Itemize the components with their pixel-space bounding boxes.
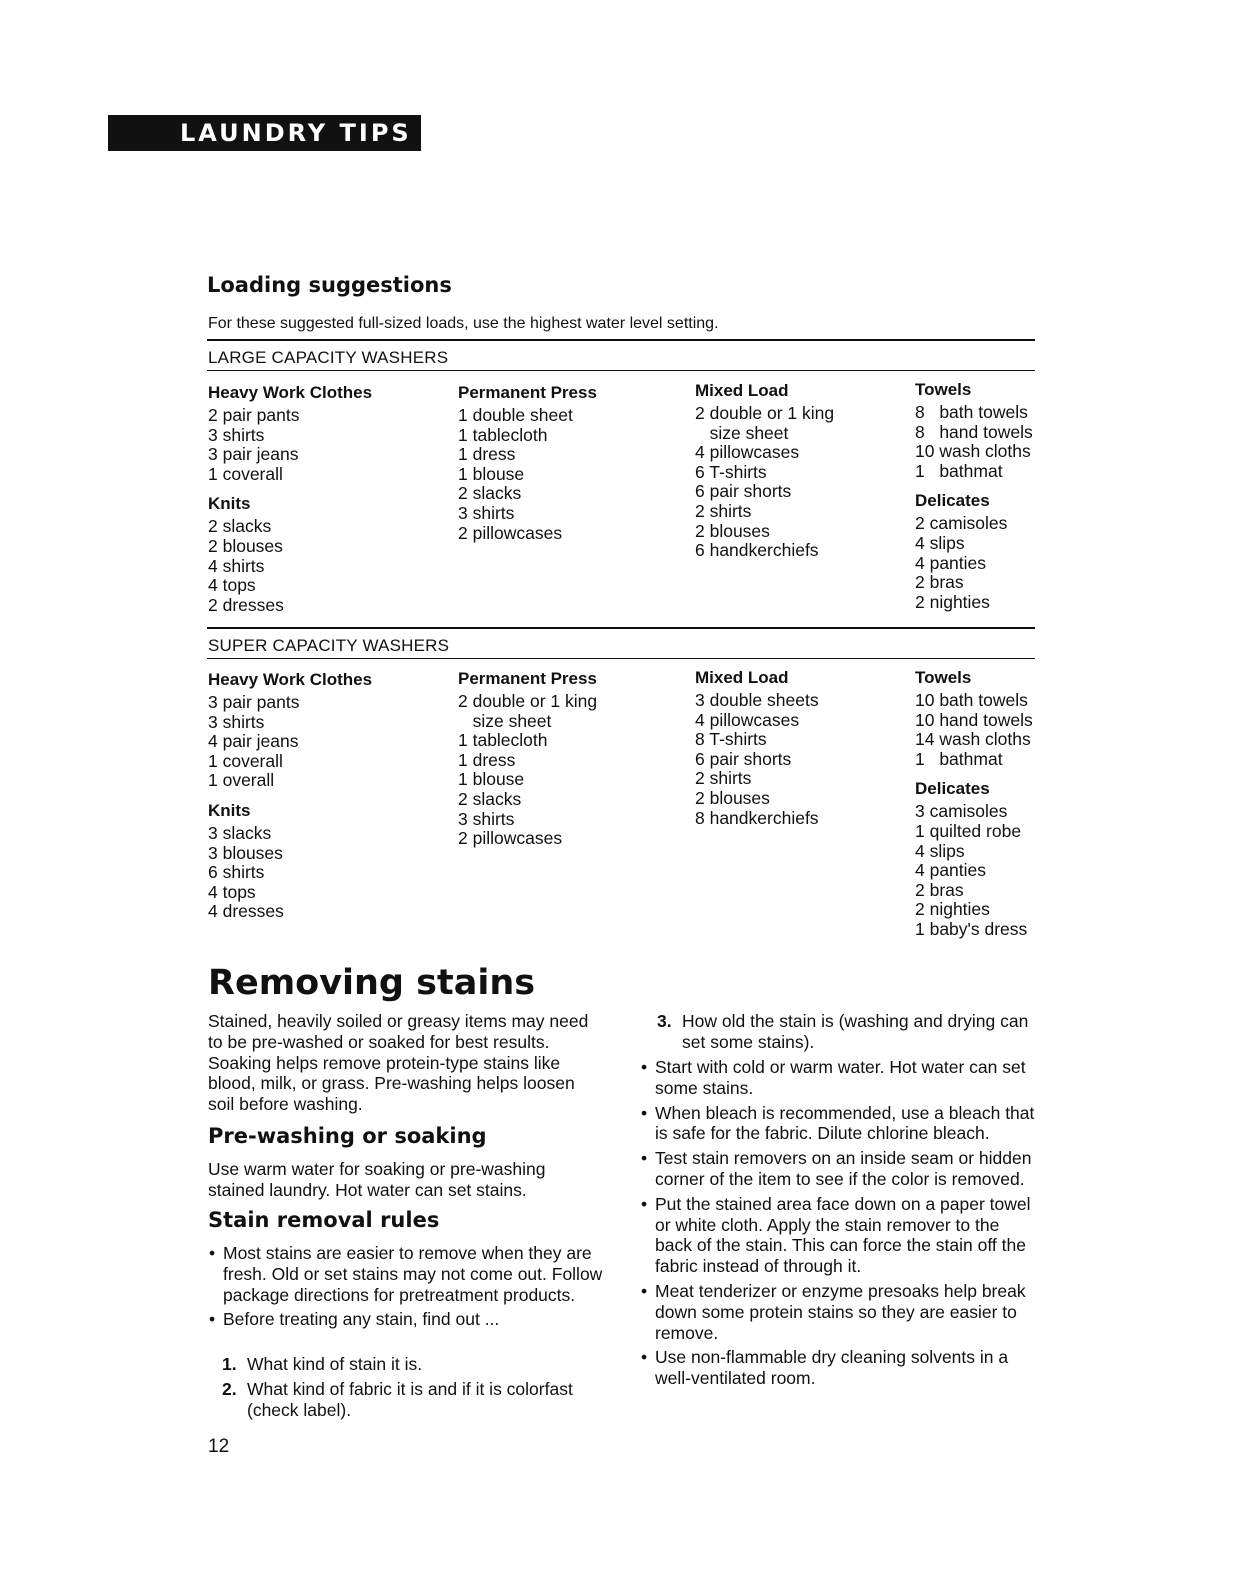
list-item: 1 blouse [458,463,525,484]
list-item: 4 panties [915,860,987,881]
list-item: 2 camisoles [915,513,1008,534]
list-item: 1 coverall [208,750,283,771]
list-item: 3 blouses [208,842,283,863]
list-item: 2 slacks [208,516,272,537]
list-item: 3 shirts [208,424,265,445]
list-item: 2 dresses [208,594,284,615]
item-list [458,692,597,849]
list-item: 1 blouse [458,769,525,790]
list-item: 6 shirts [208,862,265,883]
numbered-item: 2. What kind of fabric it is and if it is colorfast (check label). [222,1378,573,1420]
right-bullets [641,1057,1036,1393]
list-item: 2 blouses [695,520,770,541]
bullet-item: • Test stain removers on an inside seam or hidden corner of the item to see if the color is removed. [641,1148,1032,1189]
item-list [695,404,834,561]
large-col-2 [458,383,597,553]
divider [207,658,1035,659]
item-list [915,514,1033,612]
list-item: 2 blouses [208,535,283,556]
list-item: 2 shirts [695,768,752,789]
divider [207,627,1035,629]
super-capacity-label: SUPER CAPACITY WASHERS [208,636,450,655]
list-item: 2 pair pants [208,405,300,425]
bullet-item: • When bleach is recommended, use a bleach that is safe for the fabric. Dilute chlorine bleach. [641,1102,1035,1144]
list-item: 10 bath towels [915,690,1028,710]
list-item: 4 pillowcases [695,709,800,730]
list-item: 2 double or 1 king [458,691,598,711]
bullet-glyph: • [209,1243,216,1263]
page-number: 12 [208,1436,230,1457]
list-item: 4 panties [915,552,987,573]
large-col-3 [695,381,834,571]
large-col-1 [208,383,372,625]
loading-title: Loading suggestions [207,273,452,297]
col-heading: Towels [915,668,972,687]
list-item: 3 pair jeans [208,444,299,465]
list-item: 2 pillowcases [458,522,563,543]
numbered-item: 1. What kind of stain it is. [222,1354,423,1374]
col-heading: Heavy Work Clothes [208,383,373,402]
col-heading: Heavy Work Clothes [208,670,373,689]
list-item: 1 tablecloth [458,730,548,751]
list-item: 1 dress [458,444,516,465]
item-list [915,691,1033,769]
list-item: 3 shirts [458,808,515,829]
list-item: size sheet [695,422,789,443]
list-item: 10 wash cloths [915,441,1031,462]
list-item: 2 bras [915,572,964,593]
super-col-4 [915,668,1033,950]
list-item: 4 pillowcases [695,442,800,463]
list-item: 1 bathmat [915,460,1003,481]
bullet-item: • Use non-flammable dry cleaning solvents in a well-ventilated room. [641,1347,1009,1389]
list-item: 8 T-shirts [695,729,767,750]
stains-intro: Stained, heavily soiled or greasy items may need to be pre-washed or soaked for best results. Soaking helps remove protein-type stains like blood, milk, or grass. Pre-washing helps loosen soil before washing. [208,1011,589,1115]
list-item: 2 pillowcases [458,828,563,849]
loading-intro: For these suggested full-sized loads, use the highest water level setting. [208,315,719,332]
item-list [915,403,1033,481]
large-col-4 [915,380,1033,622]
list-item: 1 baby's dress [915,918,1028,939]
large-capacity-label: LARGE CAPACITY WASHERS [208,348,449,367]
list-item: 2 blouses [695,787,770,808]
col-heading: Knits [208,800,251,820]
item-list [208,517,372,615]
list-item: 4 slips [915,532,965,553]
list-item: 1 quilted robe [915,820,1022,841]
list-item: 2 slacks [458,788,522,809]
list-item: 3 shirts [208,711,265,732]
bullet-item: • Most stains are easier to remove when they are fresh. Old or set stains may not come out. Follow package directions for pretreatment products. [209,1243,603,1305]
list-item: 6 pair shorts [695,481,792,502]
stains-title: Removing stains [208,963,536,1003]
divider [207,370,1035,371]
item-list [208,693,372,791]
list-item: 2 nighties [915,899,990,920]
list-item: 2 slacks [458,483,522,504]
super-col-1 [208,670,372,932]
list-item: 6 T-shirts [695,461,767,482]
col-heading: Mixed Load [695,668,789,687]
numbered-list [222,1354,612,1424]
bullet-item: • Meat tenderizer or enzyme presoaks help break down some protein stains so they are easier to remove. [641,1280,1026,1343]
list-item: 1 coverall [208,463,283,484]
col-heading: Delicates [915,779,990,799]
col-heading: Knits [208,494,251,514]
list-item: 3 shirts [458,502,515,523]
col-heading: Delicates [915,491,990,511]
list-item: 8 bath towels [915,402,1028,422]
bullet-item: • Put the stained area face down on a paper towel or white cloth. Apply the stain remover to the back of the stain. This can force the stain off the fabric instead of through it. [641,1193,1031,1277]
bullet-glyph: • [209,1309,216,1330]
bullet-item: • Start with cold or warm water. Hot water can set some stains. [641,1057,1026,1098]
list-item: size sheet [458,710,552,731]
col-heading: Mixed Load [695,381,789,400]
list-item: 4 pair jeans [208,731,299,752]
list-item: 10 hand towels [915,709,1033,730]
list-item: 4 shirts [208,555,265,576]
list-item: 1 tablecloth [458,424,548,445]
prewash-text: Use warm water for soaking or pre-washing stained laundry. Hot water can set stains. [208,1159,546,1200]
bullet-item: • Before treating any stain, find out ... [209,1309,500,1330]
list-item: 8 hand towels [915,421,1033,442]
list-item: 2 bras [915,879,964,900]
prewash-title: Pre-washing or soaking [208,1124,487,1148]
list-item: 1 bathmat [915,748,1003,769]
list-item: 4 slips [915,840,965,861]
item-list [458,406,597,543]
list-item: 1 dress [458,749,516,770]
list-item: 4 dresses [208,901,284,922]
col-heading: Permanent Press [458,669,597,688]
col-heading: Towels [915,380,972,399]
super-col-2 [458,669,597,859]
list-item: 1 double sheet [458,405,573,425]
list-item: 2 nighties [915,591,990,612]
rules-title: Stain removal rules [208,1208,440,1232]
divider [207,339,1035,341]
numbered-item: 3. How old the stain is (washing and drying can set some stains). [657,1011,1029,1052]
super-col-3 [695,668,819,838]
list-item: 6 handkerchiefs [695,540,819,561]
list-item: 3 double sheets [695,690,819,710]
list-item: 2 shirts [695,500,752,521]
col-heading: Permanent Press [458,383,597,402]
list-item: 6 pair shorts [695,748,792,769]
list-item: 4 tops [208,881,256,902]
list-item: 3 pair pants [208,692,300,712]
list-item: 3 slacks [208,822,272,843]
item-list [915,802,1033,939]
list-item: 2 double or 1 king [695,403,835,423]
item-list [208,406,372,484]
numbered-list-cont [657,1011,1032,1057]
list-item: 3 camisoles [915,801,1008,822]
section-header: LAUNDRY TIPS [108,115,421,151]
list-item: 14 wash cloths [915,729,1031,750]
item-list [695,691,819,828]
list-item: 1 overall [208,770,275,791]
rules-bullets [209,1243,609,1334]
list-item: 8 handkerchiefs [695,807,819,828]
list-item: 4 tops [208,575,256,596]
item-list [208,824,372,922]
